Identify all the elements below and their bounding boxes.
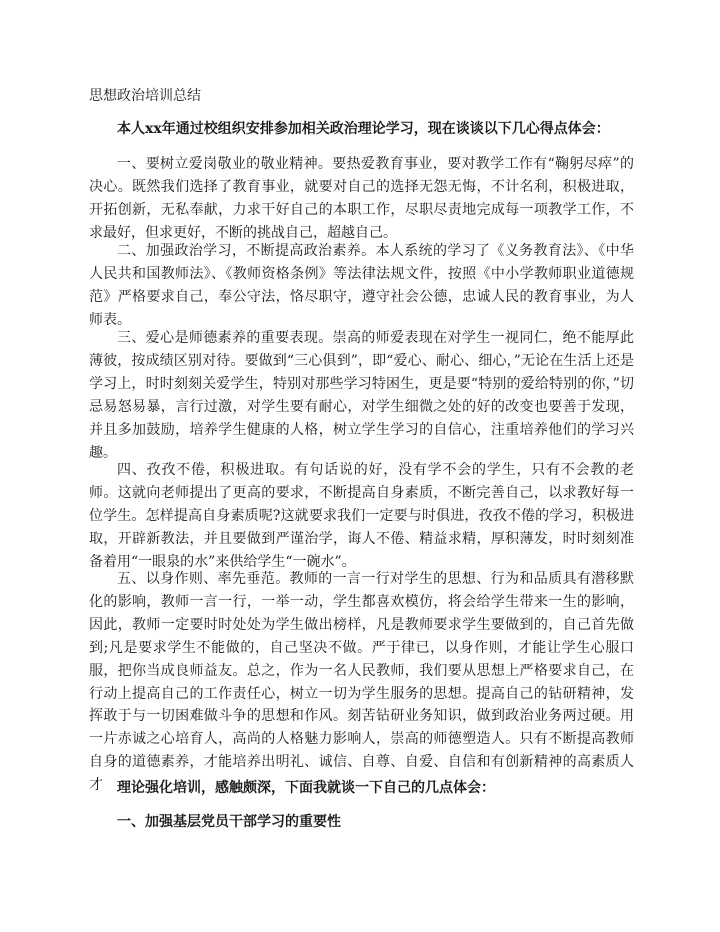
paragraph-5: 五、以身作则、率先垂范。教师的一言一行对学生的思想、行为和品质具有潜移默化的影响，教师一言一行，一举一动，学生都喜欢模仿，将会给学生带来一生的影响，因此，教师一定要时时处处为学生做出榜样，凡是教师要求学生要做到的，自己首先做到;凡是要求学生不能做的，自己坚决不做。严于律已，以身作则，才能让学生心服口服，把你当成良师益友。总之，作为一名人民教师，我们要从思想上严格要求自己，在行动上提高自己的工作责任心，树立一切为学生服务的思想。提高自己的钻研精神，发挥敢于与一切困难做斗争的思想和作风。刻苦钻研业务知识，做到政治业务两过硬。用一片赤诚之心培育人，高尚的人格魅力影响人，崇高的师德塑造人。只有不断提高教师自身的道德素养，才能培养出明礼、诚信、自尊、自爱、自信和有创新精神的高素质人才 <box>89 571 634 794</box>
document-title: 思想政治培训总结 <box>89 88 201 104</box>
paragraph-4: 四、孜孜不倦，积极进取。有句话说的好，没有学不会的学生，只有不会教的老师。这就向老师提出了更高的要求，不断提高自身素质，不断完善自己，以求教好每一位学生。怎样提高自身素质呢?这就要求我们一定要与时俱进，孜孜不倦的学习，积极进取，开辟新教法，并且要做到严谨治学，诲人不倦、精益求精，厚积薄发，时时刻刻准备着用“一眼泉的水”来供给学生“一碗水”。 <box>89 462 634 570</box>
closing-heading: 理论强化培训，感触颇深，下面我就谈一下自己的几点体会： <box>117 780 495 796</box>
paragraph-1: 一、要树立爱岗敬业的敬业精神。要热爱教育事业，要对教学工作有“鞠躬尽瘁”的决心。既然我们选择了教育事业，就要对自己的选择无怨无悔，不计名利，积极进取，开拓创新，无私奉献，力求干好自己的本职工作，尽职尽责地完成每一项教学工作，不求最好，但求更好，不断的挑战自己，超越自己。 <box>89 156 634 241</box>
paragraph-2: 二、加强政治学习，不断提高政治素养。本人系统的学习了《义务教育法》、《中华人民共和国教师法》、《教师资格条例》等法律法规文件，按照《中小学教师职业道德规范》严格要求自己，奉公守法，恪尽职守，遵守社会公德，忠诚人民的教育事业，为人师表。 <box>89 243 634 328</box>
section-heading: 一、加强基层党员干部学习的重要性 <box>117 814 341 830</box>
intro-heading: 本人xx年通过校组织安排参加相关政治理论学习，现在谈谈以下几心得点体会： <box>117 121 610 137</box>
paragraph-3: 三、爱心是师德素养的重要表现。崇高的师爱表现在对学生一视同仁，绝不能厚此薄彼，按成绩区别对待。要做到“三心俱到”，即“爱心、耐心、细心，”无论在生活上还是学习上，时时刻刻关爱学生，特别对那些学习特困生，更是要“特别的爱给特别的你，”切忌易怒易暴，言行过激，对学生要有耐心，对学生细微之处的好的改变也要善于发现，并且多加鼓励，培养学生健康的人格，树立学生学习的自信心，注重培养他们的学习兴趣。 <box>89 330 634 461</box>
